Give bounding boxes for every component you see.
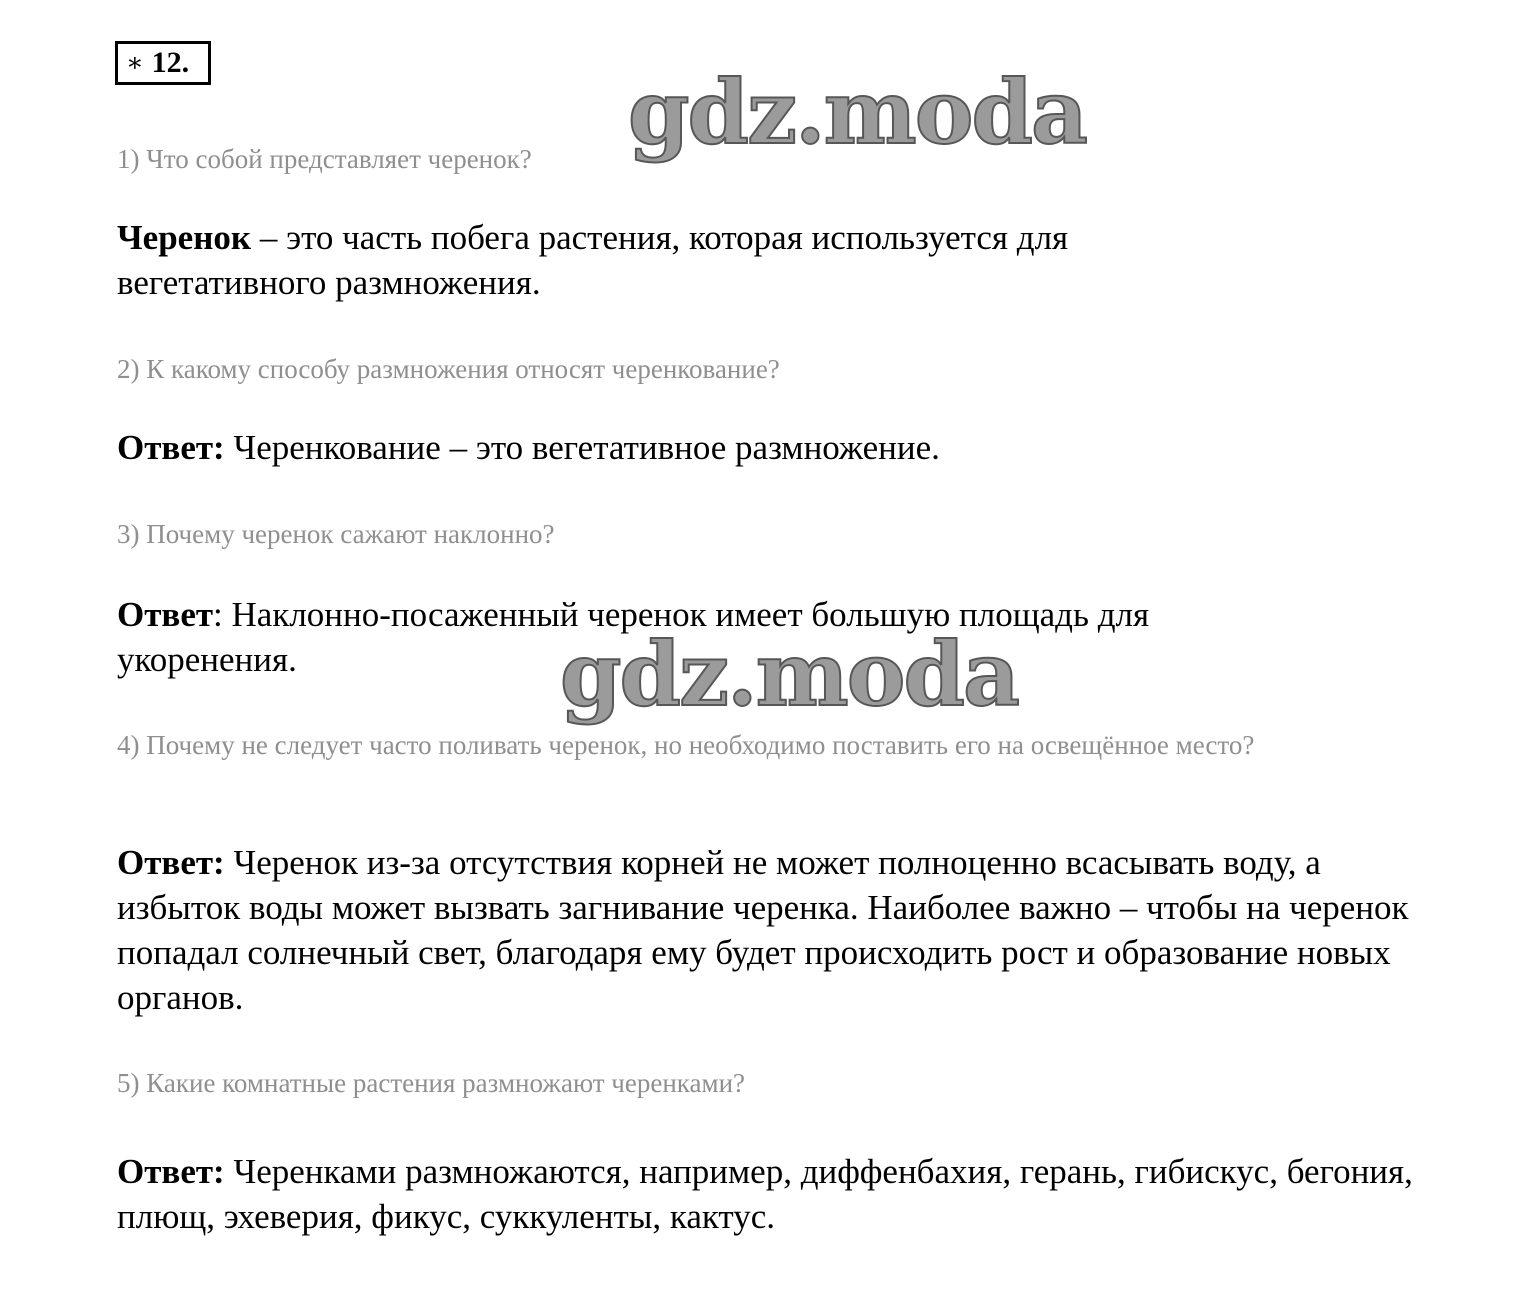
task-number-box xyxy=(115,41,211,85)
watermark-logo-2: gdz.moda xyxy=(560,622,1019,726)
answer-5-label: Ответ: xyxy=(117,1152,225,1191)
answer-1-label: Черенок xyxy=(117,218,252,257)
answer-2-text: Черенкование – это вегетативное размножение. xyxy=(224,428,940,467)
watermark-logo: gdz.moda xyxy=(628,60,1087,164)
answer-1-text: – это часть побега растения, которая используется для вегетативного размножения. xyxy=(117,218,1069,302)
answer-5 xyxy=(117,1149,1427,1239)
question-5: 5) Какие комнатные растения размножают черенками? xyxy=(117,1068,746,1098)
answer-3-label: Ответ xyxy=(117,595,214,634)
answer-3-text: : Наклонно-посаженный черенок имеет большую площадь для укоренения. xyxy=(117,595,1150,679)
answer-4-text: Черенок из-за отсутствия корней не может полноценно всасывать воду, а избыток воды может вызвать загнивание черенка. Наиболее важно – чтобы на черенок попадал солнечный свет, благодаря ему будет происходить рост и образование новых органов. xyxy=(117,843,1409,1017)
answer-4 xyxy=(117,840,1417,1020)
question-2: 2) К какому способу размножения относят черенкование? xyxy=(117,354,780,384)
answer-4-label: Ответ: xyxy=(117,843,225,882)
answer-1 xyxy=(117,215,1217,305)
answer-2-label: Ответ: xyxy=(117,428,225,467)
answer-5-text: Черенками размножаются, например, диффенбахия, герань, гибискус, бегония, плющ, эхеверия, фикус, суккуленты, кактус. xyxy=(117,1152,1413,1236)
task-number: 12. xyxy=(151,46,190,79)
question-3: 3) Почему черенок сажают наклонно? xyxy=(117,519,555,549)
answer-2 xyxy=(117,425,1437,470)
question-4: 4) Почему не следует часто поливать черенок, но необходимо поставить его на освещённое место? xyxy=(117,730,1255,760)
question-1: 1) Что собой представляет черенок? xyxy=(117,144,532,174)
star-icon: ∗ xyxy=(126,48,144,77)
